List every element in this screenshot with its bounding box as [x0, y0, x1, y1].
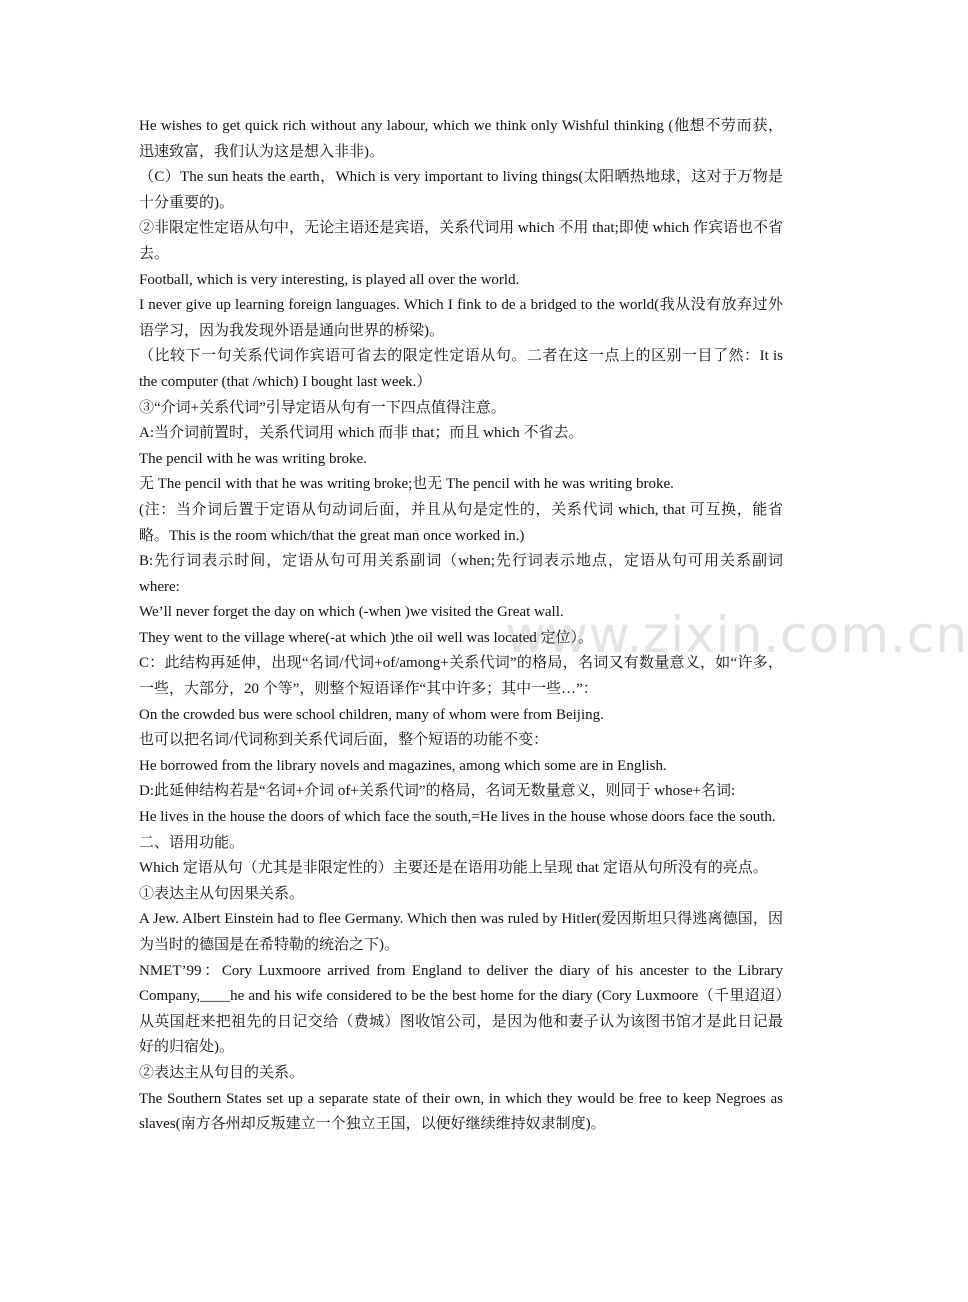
paragraph: Which 定语从句（尤其是非限定性的）主要还是在语用功能上呈现 that 定语从句所没有的亮点。 — [139, 860, 768, 877]
paragraph: Football, which is very interesting, is played all over the world. — [139, 271, 520, 288]
example-sentence: The pencil with he was writing broke. — [139, 450, 367, 467]
example-sentence: NMET’99：Cory Luxmoore arrived from England to deliver the diary of his ancester to the Library Company,____he and his wife considered to be the best home for the diary (Cory Luxmoore（千里迢迢）从英国赶来把祖先的日记交给（费城）图收馆公司，是因为他和妻子认为该图书馆才是此日记最好的归宿处)。 — [139, 962, 783, 1056]
example-sentence: We’ll never forget the day on which (-when )we visited the Great wall. — [139, 604, 564, 621]
paragraph: A:当介词前置时，关系代词用 which 而非 that；而且 which 不省去。 — [139, 425, 584, 442]
paragraph: He wishes to get quick rich without any labour, which we think only Wishful thinking (他想不劳而获，迅速致富，我们认为这是想入非非)。 — [139, 118, 783, 160]
document-body — [139, 114, 783, 1138]
example-sentence: On the crowded bus were school children, many of whom were from Beijing. — [139, 706, 604, 723]
section-note: ②表达主从句目的关系。 — [139, 1064, 305, 1081]
example-sentence: They went to the village where(-at which )the oil well was located 定位）。 — [139, 629, 594, 646]
example-sentence: A Jew. Albert Einstein had to flee Germany. Which then was ruled by Hitler(爱因斯坦只得逃离德国，因为当时的德国是在希特勒的统治之下)。 — [139, 911, 783, 953]
paragraph: 无 The pencil with that he was writing broke;也无 The pencil with he was writing broke. — [139, 476, 674, 493]
paragraph: B:先行词表示时间，定语从句可用关系副词（when;先行词表示地点，定语从句可用关系副词 where: — [139, 553, 783, 595]
paragraph: 也可以把名词/代词称到关系代词后面，整个短语的功能不变： — [139, 732, 549, 749]
paragraph: I never give up learning foreign languages. Which I fink to de a bridged to the world(我从没有放弃过外语学习，因为我发现外语是通向世界的桥梁)。 — [139, 297, 783, 339]
example-sentence: The Southern States set up a separate state of their own, in which they would be free to keep Negroes as slaves(南方各州却反叛建立一个独立王国，以便好继续维持奴隶制度)。 — [139, 1090, 783, 1133]
example-sentence: He lives in the house the doors of which face the south,=He lives in the house whose doors face the south. — [139, 809, 776, 826]
section-note: ①表达主从句因果关系。 — [139, 885, 305, 902]
paragraph: （比较下一句关系代词作宾语可省去的限定性定语从句。二者在这一点上的区别一目了然：It is the computer (that /which) I bought last week.） — [139, 348, 783, 390]
paragraph: C：此结构再延伸，出现“名词/代词+of/among+关系代词”的格局，名词又有数量意义，如“许多，一些，大部分，20 个等”，则整个短语译作“其中许多；其中一些…”： — [139, 655, 783, 698]
section-heading: 二、语用功能。 — [139, 834, 245, 851]
paragraph: (注：当介词后置于定语从句动词后面，并且从句是定性的，关系代词 which, that 可互换，能省略。This is the room which/that the great man once worked in.) — [139, 501, 783, 544]
example-sentence: He borrowed from the library novels and magazines, among which some are in English. — [139, 757, 667, 774]
paragraph: ②非限定性定语从句中，无论主语还是宾语，关系代词用 which 不用 that;即使 which 作宾语也不省去。 — [139, 220, 783, 262]
section-note: ③“介词+关系代词”引导定语从句有一下四点值得注意。 — [139, 399, 506, 416]
watermark: www.zixin.com.cn — [505, 606, 968, 664]
paragraph: D:此延伸结构若是“名词+介词 of+关系代词”的格局，名词无数量意义，则同于 whose+名词: — [139, 783, 736, 800]
paragraph: （C）The sun heats the earth，Which is very important to living things(太阳晒热地球，这对于万物是十分重要的)。 — [139, 169, 783, 211]
